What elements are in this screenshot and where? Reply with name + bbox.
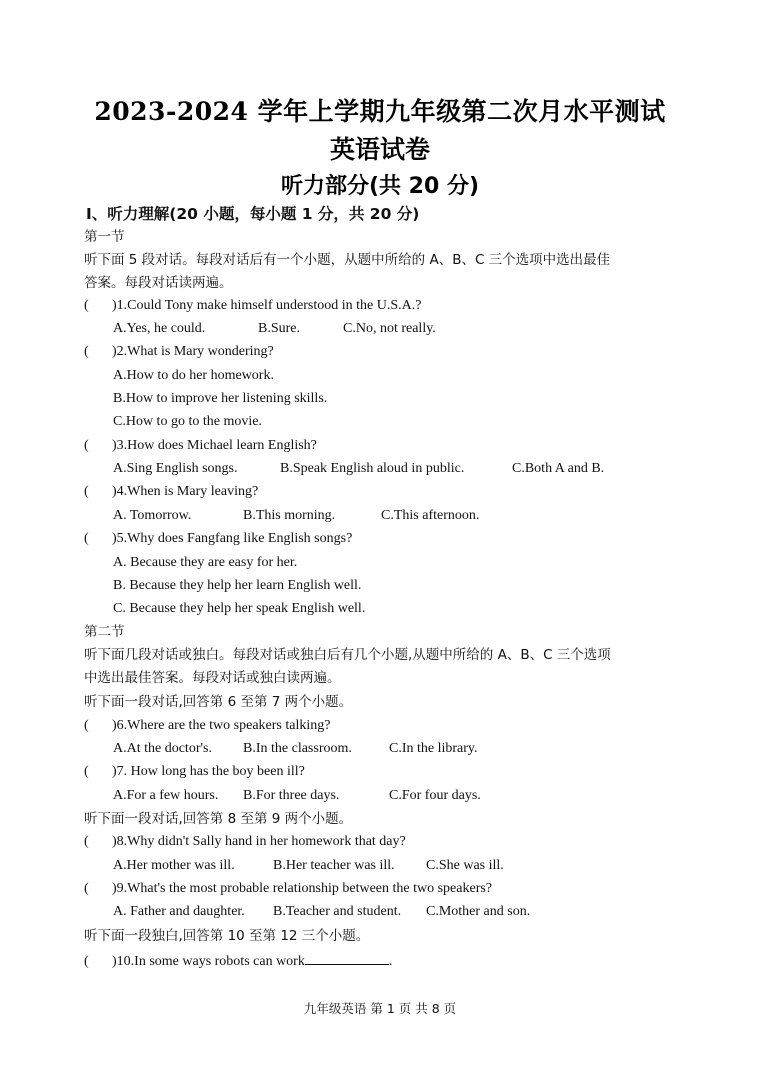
option-a: A.Sing English songs. — [113, 461, 238, 476]
answer-paren[interactable]: ( — [84, 834, 89, 849]
question-7 — [84, 763, 305, 781]
option-b: B.Sure. — [258, 321, 300, 336]
question-stem: )4.When is Mary leaving? — [112, 484, 259, 499]
answer-paren[interactable]: ( — [84, 718, 89, 733]
part2-instruction-line2: 中选出最佳答案。每段对话或独白读两遍。 — [84, 670, 341, 686]
option-b: B.This morning. — [243, 508, 336, 523]
question-3-options — [113, 460, 604, 478]
question-stem: )8.Why didn't Sally hand in her homework that day? — [112, 834, 406, 849]
question-10 — [84, 950, 392, 971]
listening-part-title: 听力部分(共 20 分) — [280, 174, 480, 199]
answer-paren[interactable]: ( — [84, 954, 89, 969]
part2-instruction-line1: 听下面几段对话或独白。每段对话或独白后有几个小题,从题中所给的 A、B、C 三个选项 — [84, 647, 611, 663]
question-4 — [84, 483, 258, 501]
question-stem: )2.What is Mary wondering? — [112, 344, 274, 359]
part1-label: 第一节 — [84, 229, 125, 245]
question-stem: )3.How does Michael learn English? — [112, 438, 317, 453]
option-c: C.Mother and son. — [426, 904, 531, 919]
answer-paren[interactable]: ( — [84, 881, 89, 896]
question-6-options — [113, 740, 478, 758]
question-stem: )5.Why does Fangfang like English songs? — [112, 531, 353, 546]
option-b: B.Speak English aloud in public. — [280, 461, 465, 476]
option-c: C.She was ill. — [426, 858, 504, 873]
answer-paren[interactable]: ( — [84, 344, 89, 359]
option-c: C.Both A and B. — [512, 461, 605, 476]
question-8 — [84, 833, 406, 851]
section-heading: Ⅰ、听力理解(20 小题，每小题 1 分，共 20 分) — [86, 205, 420, 223]
option-a: A. Because they are easy for her. — [113, 555, 298, 570]
question-4-options — [113, 507, 479, 525]
question-stem: )1.Could Tony make himself understood in the U.S.A.? — [112, 298, 422, 313]
answer-paren[interactable]: ( — [84, 484, 89, 499]
question-stem: )10.In some ways robots can work — [112, 954, 305, 969]
option-c: C.How to go to the movie. — [113, 414, 262, 429]
option-c: C.This afternoon. — [381, 508, 480, 523]
question-9-options — [113, 903, 530, 921]
option-a: A. Tomorrow. — [113, 508, 192, 523]
option-a: A.Her mother was ill. — [113, 858, 235, 873]
question-8-options — [113, 857, 504, 875]
option-a: A.How to do her homework. — [113, 368, 274, 383]
option-c: C. Because they help her speak English well. — [113, 601, 366, 616]
question-7-options — [113, 787, 481, 805]
option-b: B.Her teacher was ill. — [273, 858, 395, 873]
question-1-options — [113, 320, 436, 338]
question-9 — [84, 880, 492, 898]
monologue-group-3: 听下面一段独白,回答第 10 至第 12 三个小题。 — [84, 928, 370, 944]
option-b: B. Because they help her learn English well. — [113, 578, 362, 593]
part2-label: 第二节 — [84, 624, 125, 640]
exam-title: 2023-2024 学年上学期九年级第二次月水平测试 — [94, 97, 666, 126]
answer-paren[interactable]: ( — [84, 764, 89, 779]
option-c: C.For four days. — [389, 788, 481, 803]
question-6 — [84, 717, 330, 735]
answer-paren[interactable]: ( — [84, 298, 89, 313]
fill-in-blank[interactable] — [305, 950, 389, 965]
sentence-end: . — [388, 954, 393, 969]
option-b: B.In the classroom. — [243, 741, 352, 756]
dialogue-group-1: 听下面一段对话,回答第 6 至第 7 两个小题。 — [84, 694, 353, 710]
option-c: C.No, not really. — [343, 321, 436, 336]
question-2 — [84, 343, 274, 361]
question-stem: )6.Where are the two speakers talking? — [112, 718, 331, 733]
answer-paren[interactable]: ( — [84, 438, 89, 453]
option-c: C.In the library. — [389, 741, 478, 756]
option-b: B.How to improve her listening skills. — [113, 391, 328, 406]
question-5 — [84, 530, 352, 548]
option-b: B.Teacher and student. — [273, 904, 402, 919]
option-a: A.At the doctor's. — [113, 741, 212, 756]
question-1 — [84, 297, 421, 315]
part1-instruction-line2: 答案。每段对话读两遍。 — [84, 275, 233, 291]
exam-subject: 英语试卷 — [329, 135, 430, 164]
dialogue-group-2: 听下面一段对话,回答第 8 至第 9 两个小题。 — [84, 811, 353, 827]
option-a: A.For a few hours. — [113, 788, 219, 803]
option-b: B.For three days. — [243, 788, 340, 803]
option-a: A. Father and daughter. — [113, 904, 245, 919]
answer-paren[interactable]: ( — [84, 531, 89, 546]
option-a: A.Yes, he could. — [113, 321, 206, 336]
page-footer: 九年级英语 第 1 页 共 8 页 — [303, 1001, 457, 1016]
question-3 — [84, 437, 317, 455]
question-stem: )7. How long has the boy been ill? — [112, 764, 305, 779]
question-stem: )9.What's the most probable relationship between the two speakers? — [112, 881, 493, 896]
part1-instruction-line1: 听下面 5 段对话。每段对话后有一个小题，从题中所给的 A、B、C 三个选项中选出最佳 — [84, 252, 611, 268]
